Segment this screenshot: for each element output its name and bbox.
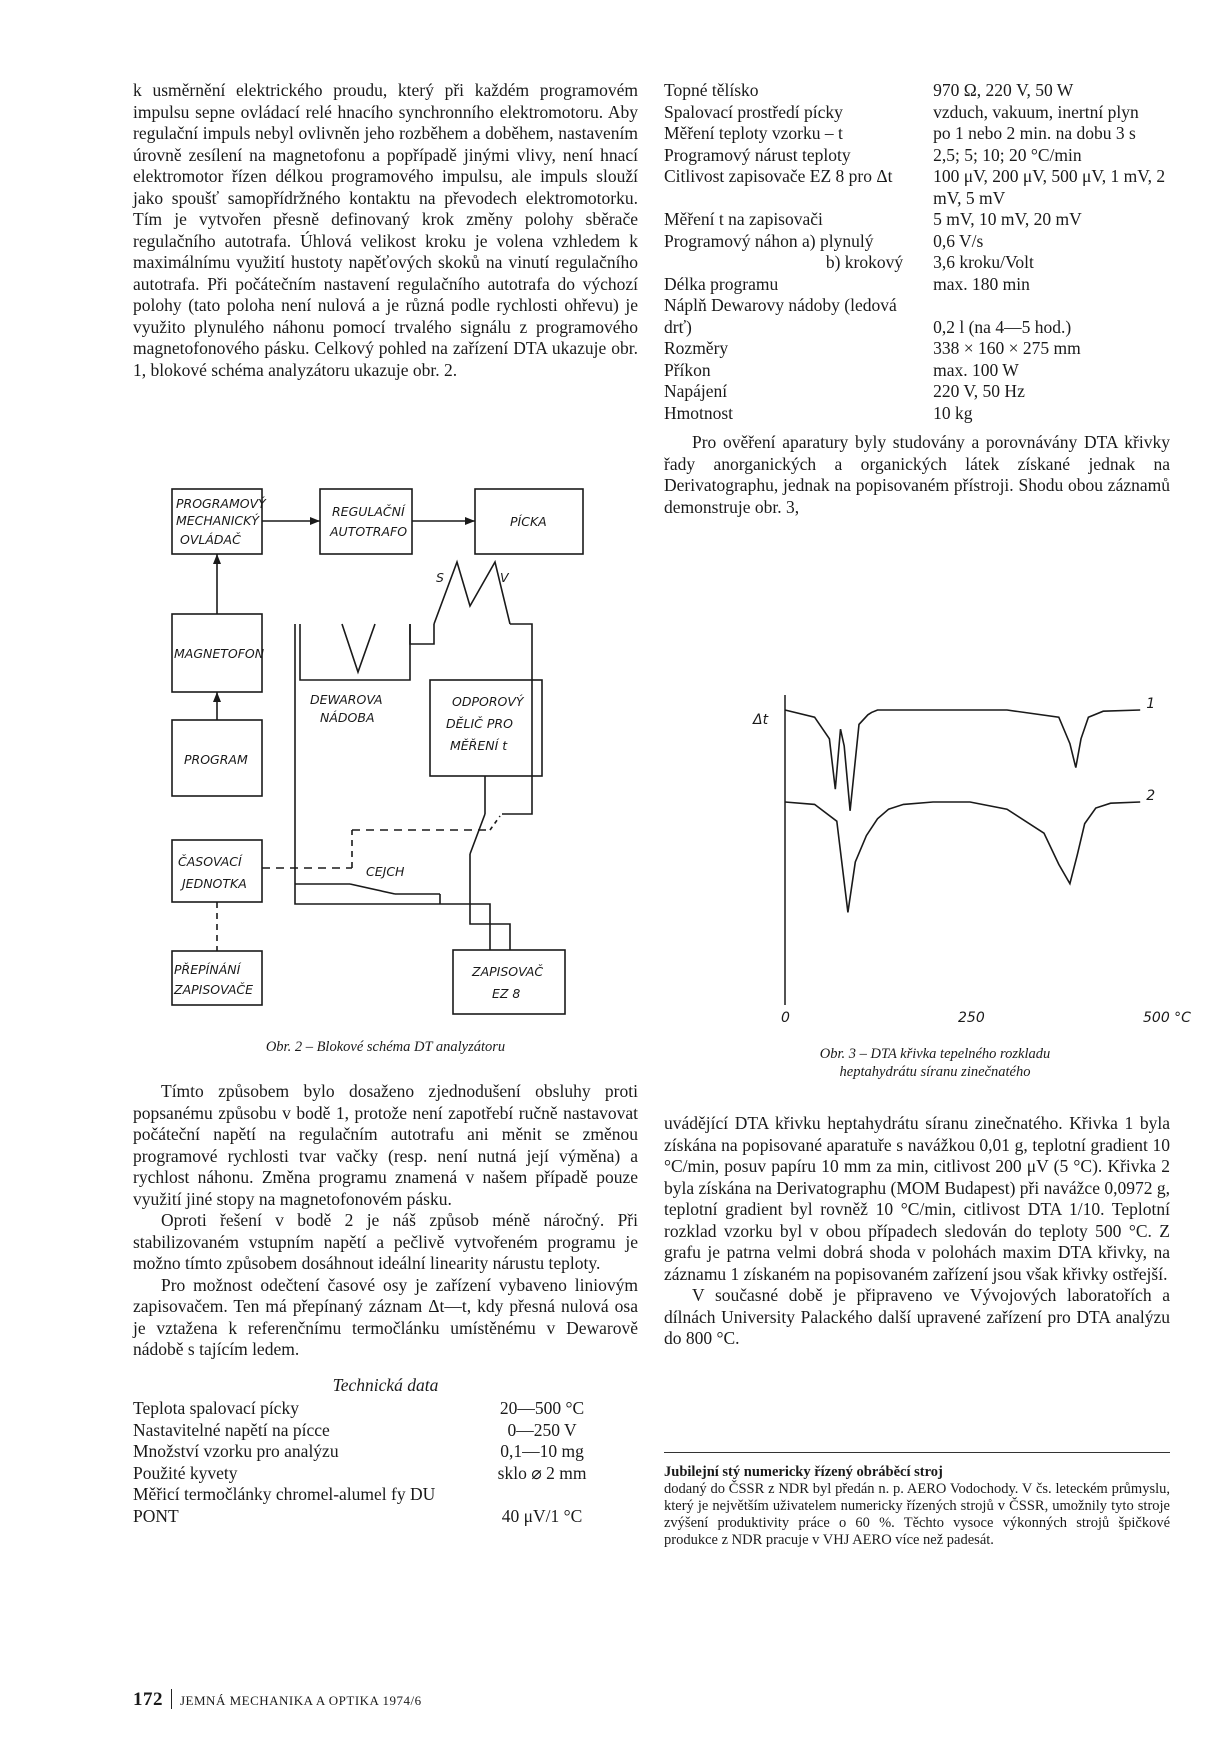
spec-label: Topné tělísko [664,80,759,100]
tech-value: 0,1—10 mg [500,1441,584,1461]
figure-3-caption [700,1045,1170,1081]
figure-3-caption-line: Obr. 3 – DTA křivka tepelného rozkladu [819,1046,1051,1062]
x-tick-label: 500 °C [1143,1010,1191,1026]
diagram-label-autotrafo: AUTOTRAFO [330,524,408,539]
spec-table [664,80,1170,424]
spec-value: 970 Ω, 220 V, 50 W [933,80,1074,100]
spec-label: Měření teploty vzorku – t [664,123,843,143]
table-row [664,123,1170,145]
spec-value: 3,6 kroku/Volt [933,252,1034,272]
left-column-top [133,80,638,381]
spec-value: 338 × 160 × 275 mm [933,338,1081,358]
diagram-label-s: S [436,570,444,585]
spec-value: 220 V, 50 Hz [933,381,1025,401]
body-paragraph: Pro ověření aparatury byly studovány a porovnávány DTA křivky řady anorganických a organických látek získané jednak na Derivatographu, jednak na popisovaném přístroji. Shodu obou záznamů demonstruje obr. 3, [664,432,1170,517]
diagram-label-program: PROGRAM [184,752,248,767]
tech-data-title: Technická data [332,1374,439,1395]
diagram-label-dewarova: DEWAROVA [310,692,383,707]
series-line-2 [785,802,1140,912]
table-row [664,102,1170,124]
table-row [664,295,1170,338]
tech-value: sklo ⌀ 2 mm [497,1462,587,1483]
diagram-label-nadoba: NÁDOBA [320,710,375,725]
block-diagram [170,484,585,1024]
spec-value: vzduch, vakuum, inertní plyn [933,101,1139,122]
figure-3-caption-line: heptahydrátu síranu zinečnatého [839,1064,1031,1080]
left-column-bottom [133,1081,638,1527]
body-paragraph: uvádějící DTA křivku heptahydrátu síranu zinečnatého. Křivka 1 byla získána na popisované aparatuře s navážkou 0,01 g, teplotní gradient 10 °C/min, posuv papíru 10 mm za min, citlivost 200 μV (5 °C). Křivka 2 byla získána na Derivatographu (MOM Budapest) při navážce 0,0972 g, teplotní gradient byl rovněž 10 °C/min, citlivost DTA 1/10. Teplotní rozklad vzorku byl v obou případech sledován do teploty 500 °C. Z grafu je patrna velmi dobrá shoda v polohách maxim DTA křivky, na záznamu 1 získaném na popisovaném zařízení jsou však křivky ostřejší. [664,1113,1170,1284]
series-label-1: 1 [1146,696,1156,712]
spec-label: Příkon [664,359,711,380]
diagram-label-magnetofon: MAGNETOFON [174,646,265,661]
tech-value: 40 μV/1 °C [501,1505,583,1526]
diagram-label-v: V [500,570,509,585]
spec-label: Hmotnost [664,402,734,423]
diagram-label-jednotka: JEDNOTKA [182,876,247,891]
spec-label: Délka programu [664,273,779,294]
body-paragraph: Oproti řešení v bodě 2 je náš způsob méně náročný. Při stabilizovaném vstupním napětí a pečlivě vytvořeném programu je možno tímto způsobem dosáhnout ideální linearity nárustu teploty. [133,1210,638,1273]
diagram-label-ovladac: OVLÁDAČ [180,532,241,547]
table-row [664,403,1170,425]
body-paragraph: Pro možnost odečtení časové osy je zařízení vybaveno liniovým zapisovačem. Ten má přepínaný záznam Δt—t, kdy přesná nulová osa je vztažena k referenčnímu termočlánku umístěnému v Dewarově nádobě s tajícím ledem. [133,1274,638,1359]
spec-value: 10 kg [933,402,973,423]
body-paragraph: V současné době je připraveno ve Vývojových laboratořích a dílnách University Palackého další upravené zařízení pro DTA analýzu do 800 °C. [664,1285,1170,1348]
table-row [664,145,1170,167]
table-row [664,209,1170,231]
spec-value: 100 μV, 200 μV, 500 μV, 1 mV, 2 mV, 5 mV [933,166,1166,208]
table-row [664,231,1170,253]
page-number: 172 [133,1689,163,1710]
diagram-label-prepinani: PŘEPÍNÁNÍ [174,962,241,977]
table-row [664,338,1170,360]
spec-label: b) krokový [825,252,904,272]
tech-data-table [133,1398,638,1527]
table-row [664,274,1170,296]
spec-label: Měření t na zapisovači [664,209,823,229]
page-footer [133,1689,422,1711]
diagram-label-regulacni: REGULAČNÍ [332,504,405,519]
spec-value: 0,6 V/s [933,230,984,251]
spec-value: 0,2 l (na 4—5 hod.) [933,316,1072,337]
series-line-1 [785,710,1140,811]
spec-label: Programový náhon a) plynulý [664,230,874,251]
series-label-2: 2 [1146,788,1156,804]
diagram-label-casovaci: ČASOVACÍ [178,854,242,869]
diagram-label-programovy: PROGRAMOVÝ [176,496,266,511]
figure-2-caption: Obr. 2 – Blokové schéma DT analyzátoru [265,1039,506,1055]
table-row [133,1463,638,1485]
diagram-label-zapisovace: ZAPISOVAČE [174,982,253,997]
y-axis-label: Δt [753,712,769,728]
tech-value: 20—500 °C [499,1398,585,1418]
tech-label: Množství vzorku pro analýzu [133,1441,339,1461]
spec-value: 5 mV, 10 mV, 20 mV [933,209,1082,229]
spec-value: max. 180 min [933,273,1030,294]
table-row [133,1398,638,1420]
table-row [133,1420,638,1442]
diagram-label-cejch: CEJCH [366,864,405,879]
diagram-label-delic: DĚLIČ PRO [446,716,513,731]
spec-label: Citlivost zapisovače EZ 8 pro Δt [664,166,893,186]
right-column-top [664,80,1170,518]
x-tick-label: 250 [958,1010,985,1026]
news-item [664,1452,1170,1549]
spec-label: Programový nárust teploty [664,144,851,165]
tech-label: Použité kyvety [133,1462,238,1483]
spec-value: 2,5; 5; 10; 20 °C/min [933,144,1082,165]
spec-value: max. 100 W [933,359,1019,380]
news-text: dodaný do ČSSR z NDR byl předán n. p. AERO Vodochody. V čs. leteckém průmyslu, který je největším uživatelem numericky řízených strojů v ČSSR, umožnily tyto stroje zvýšení produktivity práce o 60 %. Těchto vysoce výkonných strojů špičkové produkce z NDR pracuje v VHJ AERO více než padesát. [664,1481,1170,1548]
diagram-label-picka: PÍCKA [510,514,547,529]
news-title: Jubilejní stý numericky řízený obráběcí stroj [664,1464,943,1480]
x-tick-label: 0 [781,1010,790,1026]
diagram-label-ez8: EZ 8 [492,986,521,1001]
footer-separator [171,1689,172,1709]
journal-name: JEMNÁ MECHANIKA A OPTIKA 1974/6 [180,1693,422,1708]
table-row [664,252,1170,274]
diagram-label-zapisovac: ZAPISOVAČ [472,964,544,979]
diagram-label-odporovy: ODPOROVÝ [452,694,524,709]
dta-chart [753,690,1191,1026]
table-row [664,381,1170,403]
table-row [133,1484,638,1527]
table-row [664,80,1170,102]
spec-label: Spalovací prostředí pícky [664,101,843,122]
tech-label: Nastavitelné napětí na pícce [133,1419,330,1440]
tech-value: 0—250 V [507,1419,577,1440]
diagram-label-mereni: MĚŘENÍ t [450,738,508,753]
spec-label: Rozměry [664,338,729,358]
spec-label: Napájení [664,381,728,401]
table-row [664,360,1170,382]
spec-label: Náplň Dewarovy nádoby (ledová drť) [664,295,897,337]
tech-label: Měřicí termočlánky chromel-alumel fy DU PONT [133,1484,436,1526]
body-paragraph: k usměrnění elektrického proudu, který při každém programovém impulsu sepne ovládací relé hnacího synchronního elektromotoru. Aby regulační impuls nebyl ovlivněn jeho rozběhem a doběhem, nastavením úrovně zesílení na magnetofonu a popřípadě jinými vlivy, není hnací elektromotor řízen délkou programového impulsu, ale impuls slouží jako spoušť samopřídržného kontaktu na převodech elektromotorku. Tím je vytvořen přesně definovaný krok změny polohy sběrače regulačního autotrafa. Úhlová velikost kroku je volena vzhledem k maximálnímu využití hustoty napěťových skoků na vinutí regulačního autotrafa. Při počátečním nastavení regulačního autotrafa do výchozí polohy (tato poloha není nulová a je různá podle rychlosti ohřevu) je využito plynulého náhonu pomocí trvalého signálu z programového magnetofonového pásku. Celkový pohled na zařízení DTA ukazuje obr. 1, blokové schéma analyzátoru ukazuje obr. 2. [133,80,638,380]
table-row [664,166,1170,209]
diagram-label-mechanicky: MECHANICKÝ [176,513,259,528]
spec-value: po 1 nebo 2 min. na dobu 3 s [933,123,1136,143]
table-row [133,1441,638,1463]
tech-label: Teplota spalovací pícky [133,1398,299,1418]
body-paragraph: Tímto způsobem bylo dosaženo zjednodušení obsluhy proti popsanému způsobu v bodě 1, protože není zapotřebí ručně nastavovat počáteční napětí na regulačním autotrafu ani měnit se změnou programové rychlosti tvar vačky (resp. není nutná její výměna) a rychlost náhonu. Změna programu znamená v našem případě pouze využití jiné stopy na magnetofonovém pásku. [133,1081,638,1209]
right-column-bottom [664,1113,1170,1350]
